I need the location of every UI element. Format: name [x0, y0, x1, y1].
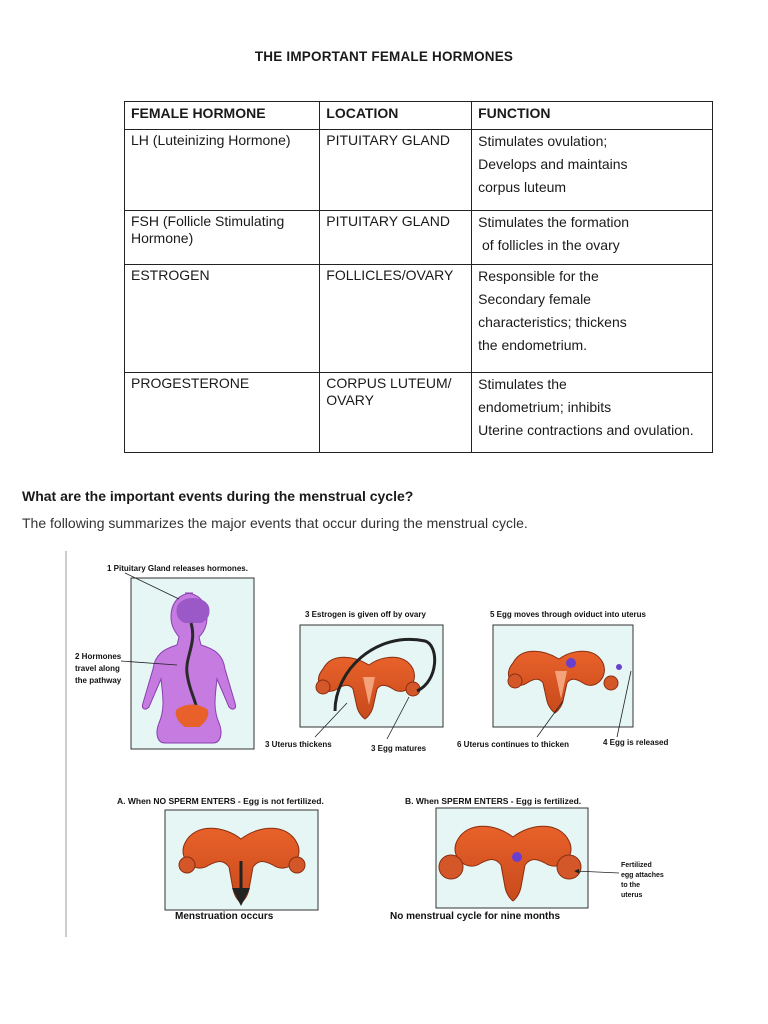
table-row [125, 211, 713, 265]
function-line: corpus luteum [478, 179, 567, 195]
function-line: of follicles in the ovary [478, 237, 620, 253]
label-egg-released: 4 Egg is released [603, 738, 669, 747]
location-cell: FOLLICLES/OVARY [320, 265, 472, 373]
header-hormone: FEMALE HORMONE [125, 102, 320, 130]
label-uterus-thickens: 3 Uterus thickens [265, 740, 332, 749]
label-sperm: B. When SPERM ENTERS - Egg is fertilized. [405, 796, 582, 806]
function-line: Develops and maintains [478, 156, 628, 172]
label-uterus-continues: 6 Uterus continues to thicken [457, 740, 570, 749]
function-line: the endometrium. [478, 337, 588, 353]
section-question: What are the important events during the menstrual cycle? [22, 488, 414, 504]
label-egg-attaches: egg attaches [621, 872, 664, 879]
section-intro: The following summarizes the major events that occur during the menstrual cycle. [22, 515, 528, 531]
label-pathway: the pathway [75, 676, 122, 685]
hormone-cell: PROGESTERONE [125, 373, 320, 453]
function-line: Stimulates the [478, 376, 567, 392]
label-fertilized: Fertilized [621, 862, 652, 869]
caption-menstruation: Menstruation occurs [175, 911, 274, 922]
function-line: endometrium; inhibits [478, 399, 612, 415]
function-line: Stimulates the formation [478, 214, 630, 230]
location-cell: PITUITARY GLAND [320, 130, 472, 211]
function-line: Responsible for the [478, 268, 599, 284]
table-row [125, 265, 713, 373]
label-uterus: uterus [621, 892, 643, 899]
function-cell [472, 265, 713, 373]
table-row [125, 373, 713, 453]
hormone-table [124, 101, 713, 453]
label-estrogen: 3 Estrogen is given off by ovary [305, 610, 426, 619]
hormone-cell: ESTROGEN [125, 265, 320, 373]
header-function: FUNCTION [472, 102, 713, 130]
hormone-cell: FSH (Follicle Stimulating Hormone) [125, 211, 320, 265]
label-pituitary: 1 Pituitary Gland releases hormones. [107, 564, 248, 573]
table-row [125, 130, 713, 211]
label-hormones: 2 Hormones [75, 652, 122, 661]
function-line: Secondary female [478, 291, 591, 307]
location-cell: PITUITARY GLAND [320, 211, 472, 265]
label-travel: travel along [75, 664, 120, 673]
function-cell [472, 130, 713, 211]
menstrual-cycle-figure [65, 551, 690, 937]
label-no-sperm: A. When NO SPERM ENTERS - Egg is not fertilized. [117, 796, 324, 806]
table-header-row [125, 102, 713, 130]
function-line: Uterine contractions and ovulation. [478, 422, 694, 438]
caption-no-cycle: No menstrual cycle for nine months [390, 911, 561, 922]
label-egg-matures: 3 Egg matures [371, 744, 427, 753]
hormone-cell: LH (Luteinizing Hormone) [125, 130, 320, 211]
function-line: characteristics; thickens [478, 314, 627, 330]
location-cell: CORPUS LUTEUM/ OVARY [320, 373, 472, 453]
function-cell [472, 211, 713, 265]
function-line: Stimulates ovulation; [478, 133, 608, 149]
page-title: THE IMPORTANT FEMALE HORMONES [254, 49, 514, 64]
label-egg-moves: 5 Egg moves through oviduct into uterus [490, 610, 647, 619]
header-location: LOCATION [320, 102, 472, 130]
label-to-the: to the [621, 882, 641, 889]
function-cell [472, 373, 713, 453]
